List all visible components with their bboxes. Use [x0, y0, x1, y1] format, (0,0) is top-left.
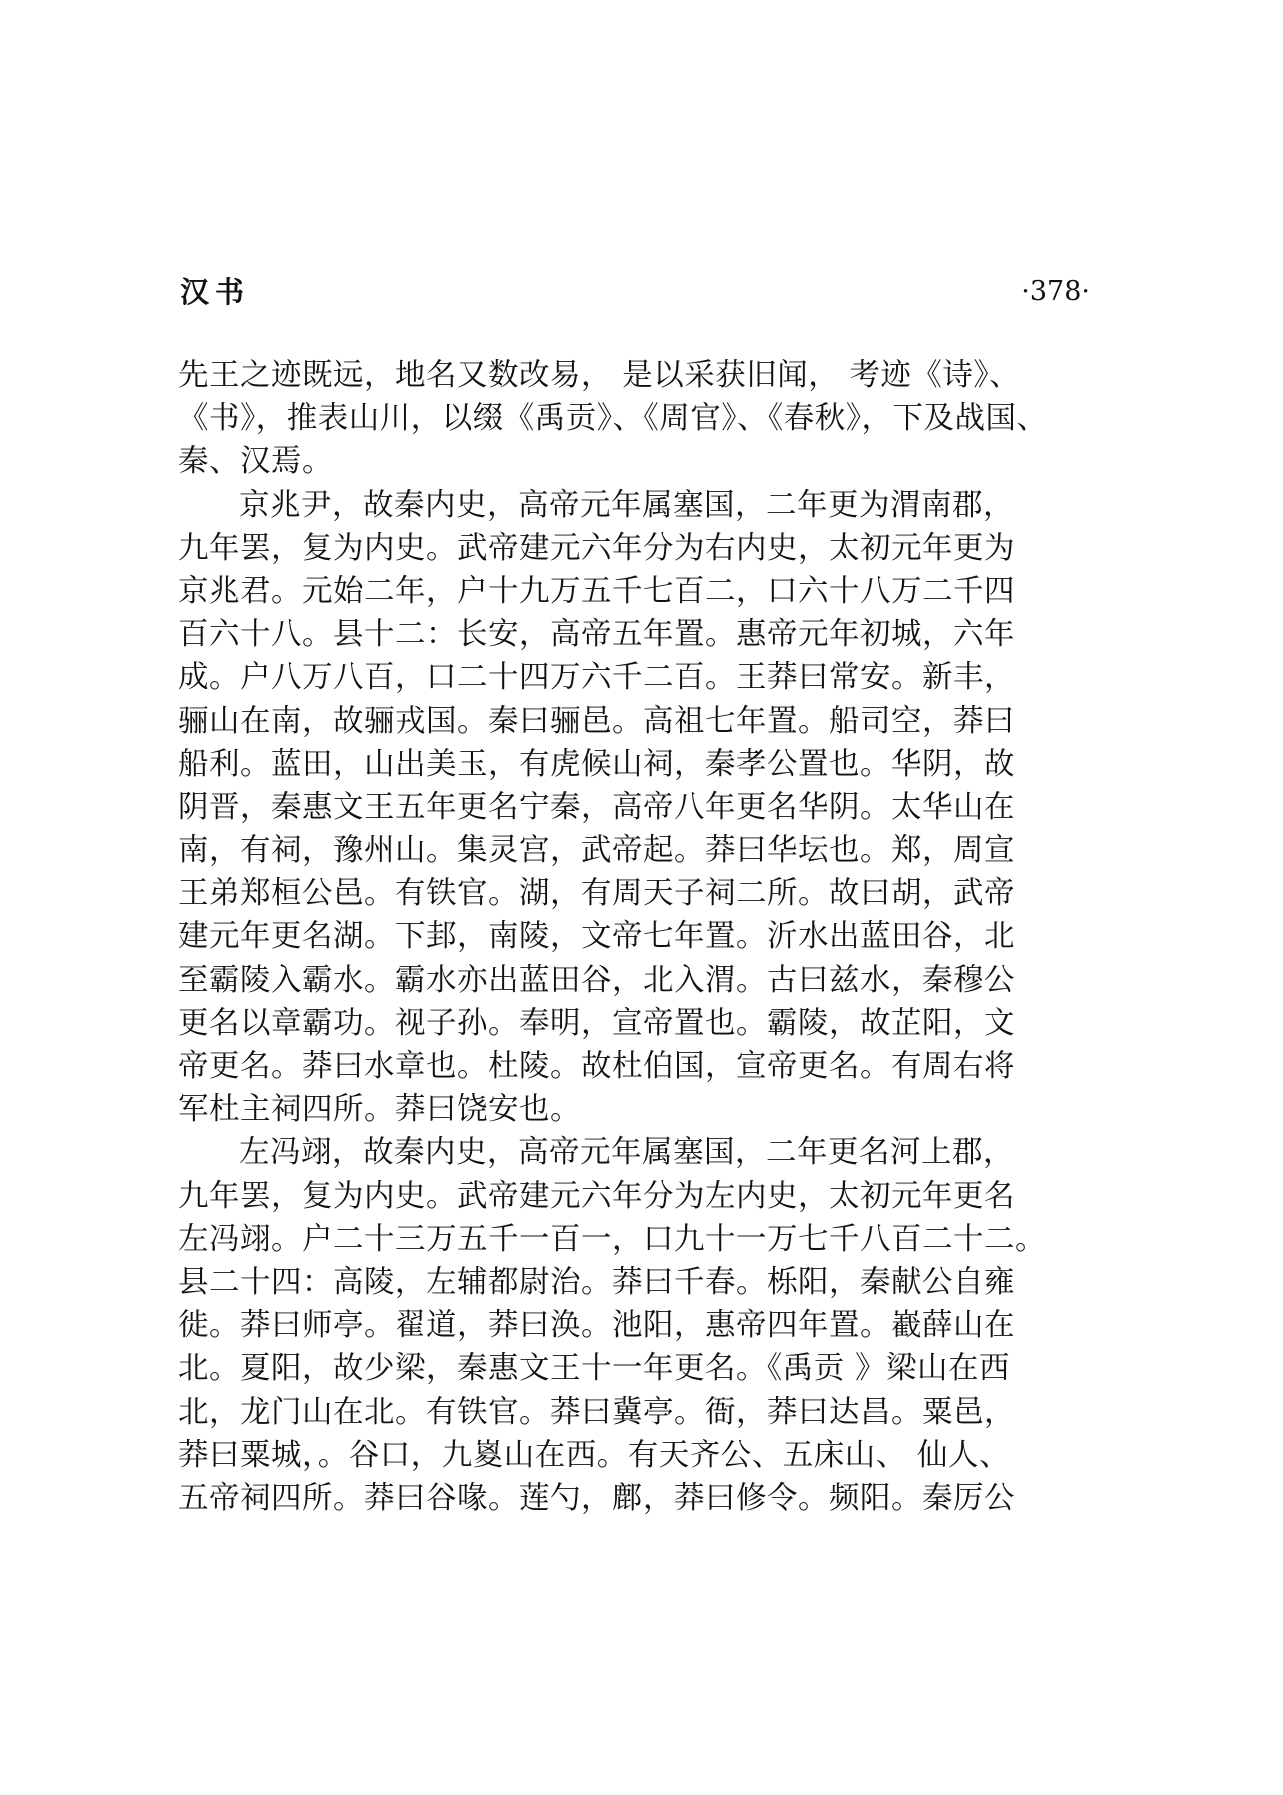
text-line: 秦、汉焉。	[178, 444, 333, 480]
text-line: 王弟郑桓公邑。有铁官。湖，有周天子祠二所。故曰胡，武帝	[178, 876, 1015, 912]
book-title: 汉书	[180, 275, 251, 309]
text-line: 九年罢，复为内史。武帝建元六年分为右内史，太初元年更为	[178, 530, 1015, 566]
text-line: 北，龙门山在北。有铁官。莽曰冀亭。衙，莽曰达昌。粟邑，	[178, 1394, 1015, 1430]
text-line: 至霸陵入霸水。霸水亦出蓝田谷，北入渭。古曰兹水，秦穆公	[178, 962, 1015, 998]
text-line: 九年罢，复为内史。武帝建元六年分为左内史，太初元年更名	[178, 1178, 1015, 1214]
text-line: 京兆君。元始二年，户十九万五千七百二，口六十八万二千四	[178, 573, 1015, 609]
paragraph-start-line: 京兆尹，故秦内史，高帝元年属塞国，二年更为渭南郡，	[239, 487, 1014, 523]
text-line: 帝更名。莽曰水章也。杜陵。故杜伯国，宣帝更名。有周右将	[178, 1049, 1015, 1084]
paragraph-start-line: 左冯翊，故秦内史，高帝元年属塞国，二年更名河上郡，	[239, 1135, 1014, 1171]
text-line: 《书》，推表山川，以缀《禹贡》、《周官》、《春秋》，下及战国、	[178, 401, 1048, 437]
text-line: 百六十八。县十二：长安，高帝五年置。惠帝元年初城，六年	[178, 617, 1015, 653]
text-line: 军杜主祠四所。莽曰饶安也。	[178, 1092, 581, 1128]
text-line: 船利。蓝田，山出美玉，有虎候山祠，秦孝公置也。华阴，故	[178, 746, 1015, 782]
text-line: 县二十四：高陵，左辅都尉治。莽曰千春。栎阳，秦献公自雍	[178, 1264, 1015, 1300]
text-line: 更名以章霸功。视子孙。奉明，宣帝置也。霸陵，故芷阳，文	[178, 1005, 1015, 1041]
text-line: 徙。莽曰师亭。翟道，莽曰涣。池阳，惠帝四年置。嶻薛山在	[178, 1308, 1015, 1344]
text-line: 先王之迹既远，地名又数改易， 是以采获旧闻， 考迹《诗》、	[178, 358, 1021, 393]
page-number: ·378·	[1021, 276, 1090, 307]
text-line: 莽曰粟城，。谷口，九嵏山在西。有天齐公、五床山、 仙人、	[178, 1437, 1010, 1473]
text-line: 五帝祠四所。莽曰谷喙。莲勺，鄜，莽曰修令。频阳。秦厉公	[178, 1480, 1015, 1516]
body-text	[178, 354, 1108, 1520]
page-header	[180, 270, 1090, 314]
text-line: 成。户八万八百，口二十四万六千二百。王莽曰常安。新丰，	[178, 660, 1015, 696]
text-line: 骊山在南，故骊戎国。秦曰骊邑。高祖七年置。船司空，莽曰	[178, 703, 1015, 739]
text-line: 阴晋，秦惠文王五年更名宁秦，高帝八年更名华阴。太华山在	[178, 789, 1015, 825]
text-line: 南，有祠，豫州山。集灵宫，武帝起。莽曰华坛也。郑，周宣	[178, 833, 1015, 869]
text-line: 北。夏阳，故少梁，秦惠文王十一年更名。《禹贡 》梁山在西	[178, 1351, 1010, 1387]
text-line: 建元年更名湖。下邽，南陵，文帝七年置。沂水出蓝田谷，北	[178, 919, 1015, 955]
text-line: 左冯翊。户二十三万五千一百一，口九十一万七千八百二十二。	[178, 1221, 1046, 1257]
